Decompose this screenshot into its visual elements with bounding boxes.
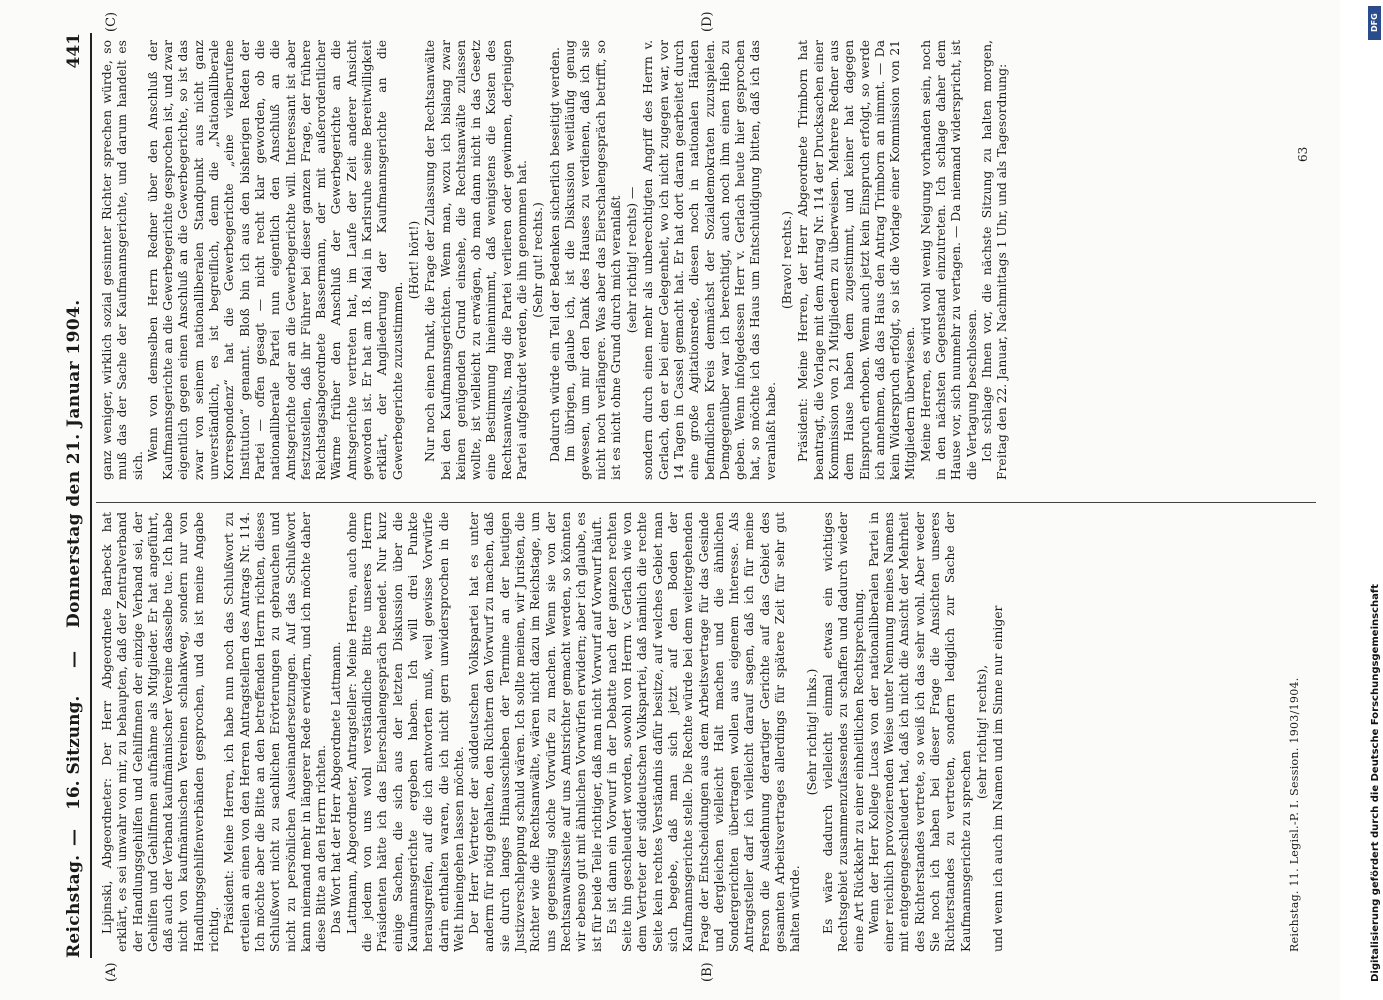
interjection: (Sehr richtig! links.) (804, 668, 819, 796)
paragraph: und wenn ich auch im Namen und im Sinne nur einiger (991, 605, 1006, 952)
page-header (62, 33, 92, 958)
header-separator: — (64, 829, 84, 846)
paragraph: Wenn der Herr Kollege Lucas von der nationalliberalen Partei in einer reichlich provozierenden Weise unter Nennung meines Namens mit entgegengeschleudert hat, daß ich nicht die Ansicht der Mehrheit des Richterstandes vertrete, so weiß ich das sehr wohl. Aber weder Sie noch ich haben bei dieser Frage die Ansichten unseres Richterstandes zu vertreten, sondern lediglich zur Sache der Kaufmannsgerichte zu sprechen (866, 512, 973, 952)
paragraph: Präsident: Meine Herren, der Herr Abgeordnete Trimborn hat beantragt, die Vorlage mit dem Antrag Nr. 114 der Drucksachen einer Kommission von 21 Mitgliedern zu überweisen. Mehrere Redner aus dem Hause haben dem zugestimmt, und keiner hat dagegen Einspruch erhoben. Wenn auch jetzt kein Einspruch erfolgt, so werde ich annehmen, daß das Haus den Antrag Trimborn an nimmt. — Da kein Widerspruch erfolgt, so ist die Vorlage einer Kommission von 21 Mitgliedern überwiesen. (796, 40, 918, 480)
page-footer: Reichstag. 11. Legisl.-P. I. Session. 1903/1904. (1288, 677, 1301, 952)
margin-marker-d: (D) (700, 11, 715, 32)
paragraph: Präsident: Meine Herren, ich habe nun noch das Schlußwort zu erteilen an einen von den Herren Antragstellern des Antrags Nr. 114. Ich möchte aber die Bitte an den betreffenden Herrn richten, dieses Schlußwort nicht zu sachlichen Erörterungen zu gebrauchen und nicht zu persönlichen Auseinandersetzungen. Auf das Schlußwort kann niemand mehr in längerer Rede erwidern, und ich möchte daher diese Bitte an den Herrn richten. (222, 512, 329, 952)
header-date: Donnerstag den 21. Januar 1904. (64, 299, 84, 628)
left-column (100, 512, 1007, 952)
header-separator: — (64, 651, 84, 668)
paragraph: Das Wort hat der Herr Abgeordnete Lattmann. (329, 641, 344, 934)
paragraph: Lipinski, Abgeordneter: Der Herr Abgeordnete Barbeck hat erklärt, es sei unwahr von mir, zu behaupten, daß der Zentralverband der Handlungsgehilfen und Gehilfinnen der einzige Verband sei, der Gehilfen und Gehilfinnen aufnähme als Mitglieder. Er hat angeführt, daß auch der Verband kaufmännischer Vereine dasselbe tue. Ich habe nicht von kaufmännischen Vereinen schlankweg, sondern nur von Handlungsgehilfenverbänden gesprochen, und da ist meine Angabe richtig. (100, 512, 222, 952)
interjection: (Hört! hört!) (406, 220, 421, 300)
header-sitting: 16. Sitzung. (64, 695, 84, 810)
interjection: (sehr richtig! rechts) — (625, 186, 640, 334)
interjection: (Sehr gut! rechts.) (531, 202, 546, 318)
paragraph: Es ist dann ein Vorwurf in der Debatte nach der ganzen rechten Seite hin geschleudert worden, sowohl von Herrn v. Gerlach wie von dem Vertreter der süddeutschen Volkspartei, daß nämlich die rechte Seite kein rechtes Verständnis dafür besitze, auf welches Gebiet man sich begebe, daß man sich jetzt auf den Boden der Kaufmannsgerichte stelle. Die Rechte würde bei dem weitergehenden Frage der Entscheidungen aus dem Arbeitsvertrage für das Gesinde und dergleichen vielleicht Halt machen und die ähnlichen Sondergerichten übertragen wollen aus eigenem Interesse. Als Antragsteller darf ich vielleicht darauf sagen, daß ich für meine Person die Ausdehnung derartiger Gerichte auf das Gebiet des gesamten Arbeitsvertrages allerdings für spätere Zeit für sehr gut halten würde. (604, 512, 803, 952)
header-title: Reichstag. (64, 854, 84, 958)
column-divider (96, 502, 1316, 503)
paragraph: Wenn von demselben Herrn Redner über den Anschluß der Kaufmannsgerichte an die Gewerbegerichte gesprochen ist, und zwar eigentlich gegen einen Anschluß an die Gewerbegerichte, so ist das zwar von seinem nationalliberalen Standpunkt aus nicht ganz unverständlich, es ist begreiflich, denn die „Nationalliberale Korrespondenz“ hat die Gewerbegerichte „eine vielberufene Institution“ genannt. Bloß bin ich aus den bisherigen Reden der Partei — offen gesagt — nicht recht klar geworden, ob die nationalliberale Partei nun eigentlich den Anschluß an die Amtsgerichte oder an die Gewerbegerichte will. Interessant ist aber festzustellen, daß ihr Führer bei dieser ganzen Frage, der frühere Reichstagsabgeordnete Bassermann, der mit außerordentlicher Wärme früher den Anschluß der Gewerbegerichte an die Amtsgerichte vertreten hat, im Laufe der Zeit anderer Ansicht geworden ist. Er hat am 18. Mai in Karlsruhe seine Bereitwilligkeit erklärt, der Angliederung der Kaufmannsgerichte an die Gewerbegerichte zuzustimmen. (145, 40, 405, 480)
paragraph: ganz weniger, wirklich sozial gesinnter Richter sprechen würde, so muß das der Sache der Kaufmannsgerichte, und darum handelt es sich. (100, 40, 145, 480)
interjection: (sehr richtig! rechts), (974, 664, 989, 800)
paragraph: Im übrigen, glaube ich, ist die Diskussion weitläufig genug gewesen, um mir den Dank des Hauses zu verdienen, daß ich sie nicht noch verlängere. Was aber das Eierschalengespräch betrifft, so ist es nicht ohne Grund durch mich veranlaßt (562, 40, 623, 480)
paragraph: Meine Herren, es wird wohl wenig Neigung vorhanden sein, noch in den nächsten Gegenstand einzutreten. Ich schlage daher dem Hause vor, sich nunmehr zu vertagen. — Da niemand widerspricht, ist die Vertagung beschlossen. (918, 40, 979, 480)
paragraph: Dadurch würde ein Teil der Bedenken sicherlich beseitigt werden. (547, 47, 562, 462)
dfg-logo: DFG (1368, 6, 1381, 40)
interjection: (Bravo! rechts.) (780, 210, 795, 310)
paragraph: Ich schlage Ihnen vor, die nächste Sitzung zu halten morgen, Freitag den 22. Januar, Nachmittags 1 Uhr, und als Tagesordnung: (979, 40, 1010, 480)
margin-marker-b: (B) (700, 962, 715, 982)
header-page-number: 441 (64, 33, 84, 69)
digitization-credit: Digitalisierung gefördert durch die Deutsche Forschungsgemeinschaft (1370, 584, 1381, 982)
paragraph: Der Herr Vertreter der süddeutschen Volkspartei hat es unter anderm für nötig gehalten, den Richtern den Vorwurf zu machen, daß sie durch langes Hinausschieben der Termine an der heutigen Justizverschleppung schuld wären. Ich sollte meinen, wir Juristen, die Richter wie die Rechtsanwälte, wären nicht dazu im Reichstage, um uns gegenseitig solche Vorwürfe zu machen. Wenn sie von der Rechtsanwaltsseite auf uns Amtsrichter gemacht werden, so könnten wir ebenso gut mit ähnlichen Vorwürfen erwidern; aber ich glaube, es ist für beide Teile richtiger, daß man nicht Vorwurf auf Vorwurf häuft. (467, 512, 604, 952)
paragraph: Lattmann, Abgeordneter, Antragsteller: Meine Herren, auch ohne die jedem von uns wohl verständliche Bitte unseres Herrn Präsidenten hätte ich das Eierschalengespräch beendet. Nur kurz einige Sachen, die sich aus der letzten Diskussion über die Kaufmannsgerichte ergeben haben. Ich will drei Punkte herausgreifen, auf die ich antworten muß, weil gewisse Vorwürfe darin enthalten waren, die ich nicht gern unwidersprochen in die Welt hineingehen lassen möchte. (344, 512, 466, 952)
paragraph: sondern durch einen mehr als unberechtigten Angriff des Herrn v. Gerlach, den er bei einer Gelegenheit, wo ich nicht zugegen war, vor 14 Tagen in Cassel gemacht hat. Er hat dort daran gearbeitet durch eine große Agitationsrede, diesen noch in nationalen Händen befindlichen Kreis demnächst der Sozialdemokraten zuzuspielen. Demgegenüber war ich berechtigt, auch noch ihm einen Hieb zu geben. Wenn infolgedessen Herr v. Gerlach heute hier gesprochen hat, so möchte ich das Haus um Entschuldigung bitten, daß ich das veranlaßt habe. (641, 40, 778, 480)
paragraph: Nur noch einen Punkt, die Frage der Zulassung der Rechtsanwälte bei den Kaufmannsgerichten. Wenn man, wozu ich bislang zwar keinen genügenden Grund einsehe, die Rechtsanwälte zulassen wollte, ist vielleicht zu erwägen, ob man dann nicht in das Gesetz eine Bestimmung hineinnimmt, daß wenigstens die Kosten des Rechtsanwalts, mag die Partei verlieren oder gewinnen, derjenigen Partei aufgebürdet werden, die ihn genommen hat. (423, 40, 530, 480)
right-column (100, 40, 1011, 480)
signature-number: 63 (1296, 146, 1310, 162)
paragraph: Es wäre dadurch vielleicht einmal etwas ein wichtiges Rechtsgebiet zusammenzufassendes zu schaffen und dadurch wieder eine Art Rückkehr zu einer einheitlichen Rechtsprechung. (820, 512, 866, 952)
margin-marker-a: (A) (104, 962, 119, 982)
margin-marker-c: (C) (104, 11, 119, 32)
